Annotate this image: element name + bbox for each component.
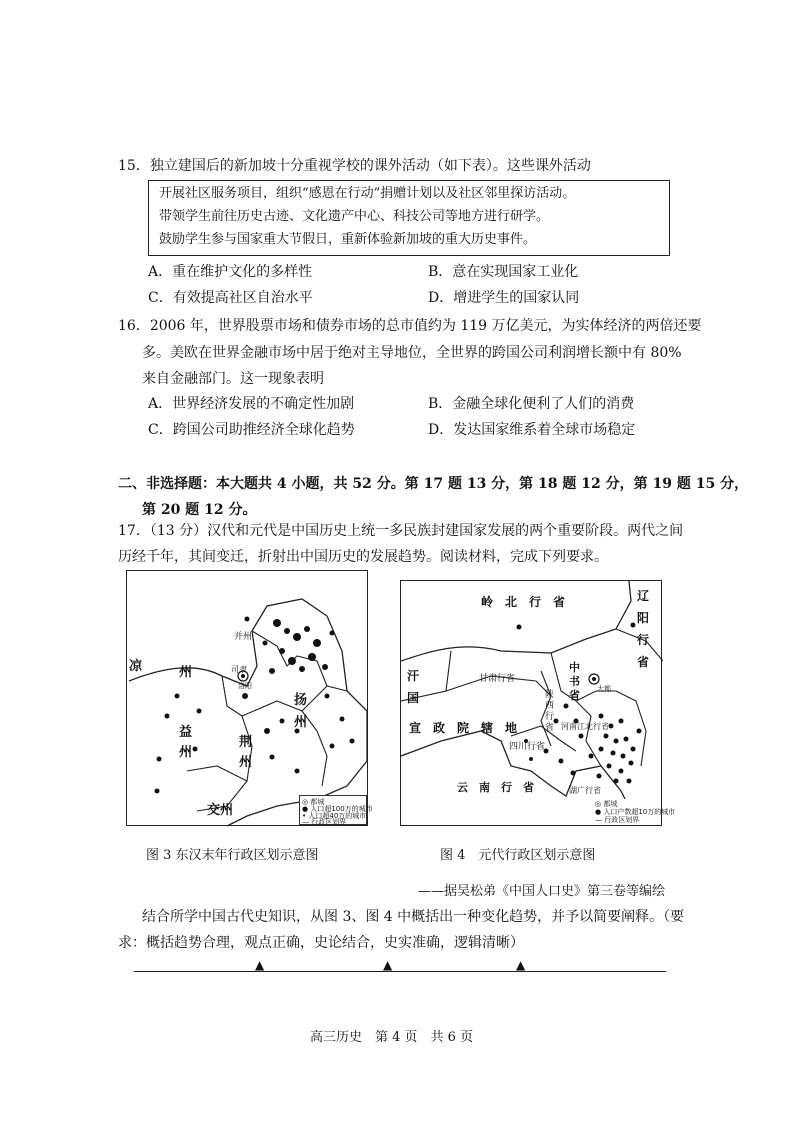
q16-option-c[interactable]: C．跨国公司助推经济全球化趋势 [148,422,355,438]
q17-source: ——据吴松弟《中国人口史》第三卷等编绘 [418,884,666,899]
q15-activity-table [148,180,670,256]
section-2-heading: 二、非选择题：本大题共 4 小题，共 52 分。第 17 题 13 分，第 18 题 12 分，第 19 题 15 分， [118,476,749,492]
q15-activity-2: 带领学生前往历史古迹、文化遗产中心、科技公司等地方进行研学。 [159,209,550,224]
label-zhongshu-2: 书 [569,675,580,688]
legend-pop100: ● 人口超100万的城市 [302,805,373,813]
legend-pop10: ● 人口户数超10万的城市 [595,808,676,816]
label-yangzhou-2: 州 [294,715,308,730]
label-liaoyang-4: 省 [637,655,650,669]
legend-boundary: — 行政区划界 [595,816,640,824]
q17-stem-line-2: 历经千年，其间变迁，折射出中国历史的发展趋势。阅读材料，完成下列要求。 [118,549,608,565]
q16-option-d[interactable]: D．发达国家维系着全球市场稳定 [428,422,636,438]
legend-capital-text: 都城 [310,798,325,806]
legend-pop10-text: 人口户数超10万的城市 [603,808,676,816]
map-yuan [400,580,676,826]
label-yangzhou-1: 扬 [294,693,308,708]
legend-boundary: — 行政区划界 [302,818,347,826]
label-sili: 司隶 [231,665,247,674]
label-shaanxi-2: 西 [545,701,555,711]
label-sichuan: 四川行省 [509,742,546,752]
label-liaoyang-3: 行 [637,633,650,647]
label-dadu: 大都 [597,685,611,693]
label-jingzhou-2: 州 [239,755,253,770]
label-zhongshu-3: 省 [569,689,580,702]
label-lingbei: 岭 北 行 省 [481,595,566,609]
label-gansu: 甘肃行省 [479,674,516,684]
legend-pop40: • 人口超40万的城市 [302,812,367,820]
q16-stem-line-2: 多。美欧在世界金融市场中居于绝对主导地位，全世界的跨国公司利润增长额中有 80% [142,345,682,361]
label-bingzhou: 并州 [234,632,253,642]
section-2-heading-cont: 第 20 题 12 分。 [142,502,257,518]
legend-boundary-text: 行政区划界 [311,818,347,826]
q16-stem-line-1: 16．2006 年，世界股票市场和债券市场的总市值约为 119 万亿美元，为实体经济的两倍还要 [118,318,702,334]
legend-pop40-text: 人口超40万的城市 [308,812,367,820]
label-jingzhou-1: 荆 [239,735,253,750]
label-zhongshu-1: 中 [569,661,580,674]
label-yizhou-1: 益 [179,725,193,740]
q15-option-b[interactable]: B．意在实现国家工业化 [428,264,579,280]
q15-option-a[interactable]: A．重在维护文化的多样性 [148,264,313,280]
q17-stem-line-1: 17．（13 分）汉代和元代是中国历史上统一多民族封建国家发展的两个重要阶段。两代之间 [118,523,684,539]
label-henan: 河南江北行省 [561,722,609,731]
map-eastern-han-outline [127,571,369,827]
page-footer: 高三历史 第 4 页 共 6 页 [310,1030,474,1045]
map-eastern-han [126,570,373,826]
answer-mark-1: ▲ [255,958,265,972]
label-liaoyang-1: 辽 [637,589,650,603]
legend-capital-text: 都城 [603,800,618,808]
answer-mark-3: ▲ [516,958,526,972]
legend-capital: ◎ 都城 [595,800,618,808]
q17-task-line-2: 求：概括趋势合理，观点正确，史论结合，史实准确，逻辑清晰） [118,935,524,951]
answer-mark-2: ▲ [383,958,393,972]
q17-task-line-1: 结合所学中国古代史知识，从图 3、图 4 中概括出一种变化趋势，并予以简要阐释。（要 [142,909,685,925]
map4-legend [593,799,676,825]
label-khanate-1: 汗 [407,669,420,683]
label-yizhou-2: 州 [179,745,193,760]
label-shaanxi-4: 省 [545,723,555,733]
q15-option-c[interactable]: C．有效提高社区自治水平 [148,290,313,306]
q15-option-d[interactable]: D．增进学生的国家认同 [428,290,580,306]
label-huguang: 湖广行省 [569,786,601,795]
label-shaanxi-1: 陕 [545,690,555,700]
legend-capital: ◎ 都城 [302,798,325,806]
legend-boundary-text: 行政区划界 [604,816,640,824]
label-xuanzheng: 宣 政 院 辖 地 [409,721,518,735]
q15-activity-3: 鼓励学生参与国家重大节假日，重新体验新加坡的重大历史事件。 [159,232,537,247]
label-shaanxi-3: 行 [545,712,555,722]
label-liang-zhou: 州 [179,665,193,680]
q16-stem-line-3: 来自金融部门。这一现象表明 [142,371,324,387]
label-luoyang: 洛阳 [238,682,252,690]
legend-pop100-text: 人口超100万的城市 [310,805,373,813]
map3-caption: 图 3 东汉末年行政区划示意图 [146,848,319,863]
q16-option-a[interactable]: A．世界经济发展的不确定性加剧 [148,396,355,412]
map4-caption: 图 4 元代行政区划示意图 [440,848,596,863]
label-yunnan: 云 南 行 省 [457,781,534,794]
answer-line[interactable] [134,971,666,972]
q15-activity-1: 开展社区服务项目，组织“感恩在行动”捐赠计划以及社区邻里探访活动。 [159,186,576,201]
label-liaoyang-2: 阳 [637,611,650,625]
q15-stem: 15．独立建国后的新加坡十分重视学校的课外活动（如下表）。这些课外活动 [118,158,591,174]
label-khanate-2: 国 [407,691,420,705]
map3-legend [299,795,373,826]
label-jiaozhou: 交州 [207,803,234,818]
q16-option-b[interactable]: B．金融全球化便利了人们的消费 [428,396,635,412]
label-liang: 凉 [129,659,143,674]
